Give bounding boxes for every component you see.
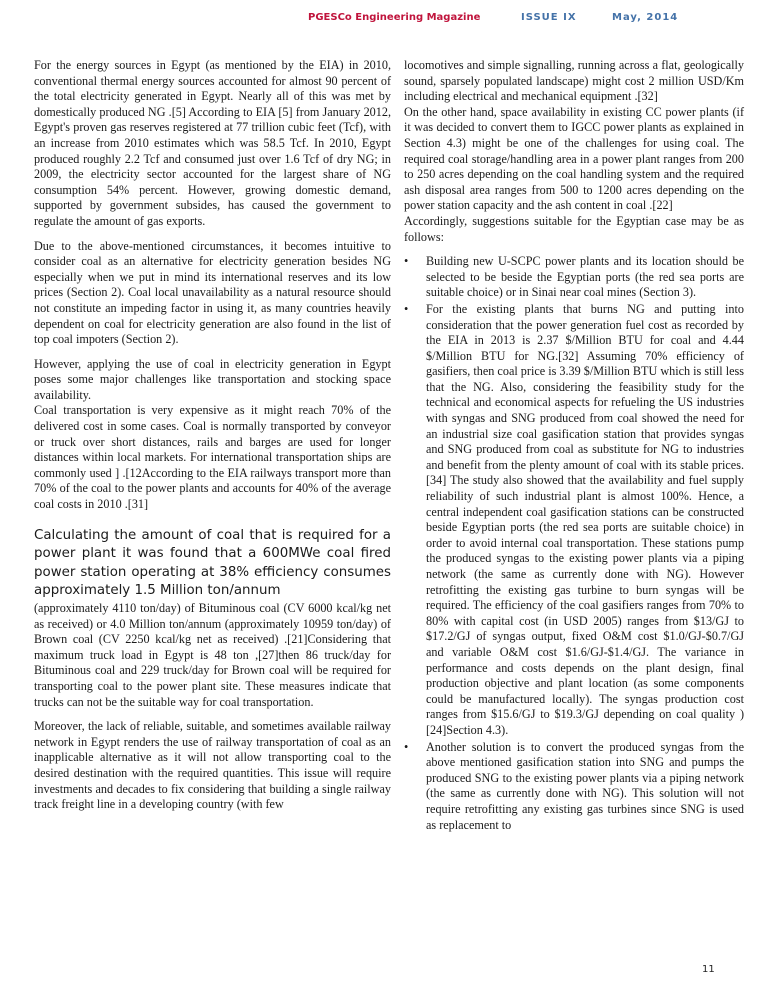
- list-item: [404, 301, 744, 739]
- issue-date: May, 2014: [612, 12, 679, 23]
- bullet-icon: •: [404, 301, 409, 316]
- paragraph-railway-cont: locomotives and simple signalling, running across a flat, geologically sound, sparsely populated landscape) might cost 2 million USD/Km including electrical and mechanical equipment .[32]: [404, 58, 744, 104]
- issue-label: ISSUE IX: [521, 12, 577, 23]
- paragraph-energy-sources: For the energy sources in Egypt (as mentioned by the EIA) in 2010, conventional thermal energy sources accounted for almost 90 percent of the total electricity generated in Egypt. Nearly all of this was met by domestically produced NG .[5] According to EIA [5] from January 2012, Egypt's proven gas reserves registered at 77 trillion cubic feet (Tcf), with an increase from 2010 estimates which was 58.5 Tcf. In 2010, Egypt produced roughly 2.2 Tcf and consumed just over 1.6 Tcf of dry NG; in 2009, the electricity sector accounted for the largest share of NG consumption 54% percent. However, growing domestic demand, supported by government subsides, has caused the government to regulate the amount of gas exports.: [34, 58, 391, 228]
- page-number: 11: [702, 964, 715, 975]
- paragraph-railway: Moreover, the lack of reliable, suitable, and sometimes available railway network in Egypt renders the use of railway transportation of coal as an inapplicable alternative as it will not allow transporting coal to the desired destination with the required quantities. This issue will require investments and decades to fix considering that building a single railway track freight line in a developing country (with few: [34, 719, 391, 812]
- paragraph-suggestions-intro: Accordingly, suggestions suitable for the Egyptian case may be as follows:: [404, 213, 744, 244]
- list-item-text: For the existing plants that burns NG and putting into consideration that the power generation fuel cost as recorded by the EIA in 2013 is 2.37 $/Million BTU for coal and 4.44 $/Million BTU for NG.[32] Assuming 70% efficiency of gasifiers, then coal price is 3.39 $/Million BTU which is still less that the NG. Also, considering the feasibility study for the technical and economical aspects for refueling the US industries with syngas and SNG produced from coal showed the need for an industrial size coal gasification station that provides syngas and SNG produced from coal as substitute for NG to industries and benefit from the plenty amount of coal with its stable prices.[34] The study also showed that the availability and fuel supply reliability of such industrial plant is almost 100%. Hence, a central independent coal gasification stations can be constructed beside Egyptian ports (the red sea ports are suitable choice) in order to avoid internal coal transportation. These stations pump the produced syngas to the existing power plants via a piping network (the same as currently done with NG). However retrofitting the existing gas turbine to burn syngas will be required. The efficiency of the coal gasifiers ranges from 70% to 80% with capital cost (in USD 2005) ranges from $13/GJ to $17.2/GJ of syngas output, fixed O&M cost $1.0/GJ-$0.7/GJ and variable O&M cost $1.6/GJ-$1.4/GJ. The variance in performance and costs depends on the plant design, final production objective and plant location (as some components could be manufactured locally). The syngas production cost ranges from $15.6/GJ to $19.3/GJ depending on coal quality ) [24]Section 4.3).: [426, 301, 744, 737]
- bullet-icon: •: [404, 254, 409, 269]
- right-column: [404, 58, 744, 834]
- left-column: [34, 58, 391, 813]
- list-item-text: Another solution is to convert the produced syngas from the above mentioned gasification station into SNG and pumps the produced SNG to the existing power plants via a piping network (the same as currently done with NG). This solution will not require retrofitting any existing gas turbines since SNG is used as replacement to: [426, 739, 744, 832]
- magazine-title: PGESCo Engineering Magazine: [308, 12, 481, 23]
- paragraph-space-availability: On the other hand, space availability in existing CC power plants (if it was decided to convert them to IGCC power plants as explained in Section 4.3) might be one of the challenges for using coal. The required coal storage/handling area in a power plant ranges from 200 to 250 acres depending on the coal handling system and the required ash disposal area ranges from 500 to 1200 acres depending on the power station capacity and the ash content in coal .[22]: [404, 104, 744, 213]
- paragraph-coal-transportation: Coal transportation is very expensive as it might reach 70% of the delivered cost in some cases. Coal is normally transported by conveyor or truck over short distances, rails and barges are used for longer distances within local markets. For international transportation ships are commonly used ] .[12According to the EIA railways transport more than 70% of the coal to the power plants and accounts for 40% of the average coal costs in 2010 .[31]: [34, 403, 391, 512]
- paragraph-coal-amount-lead: Calculating the amount of coal that is required for a power plant it was found that a 600MWe coal fired power station operating at 38% efficiency consumes approximately 1.5 Million ton/annum: [34, 527, 391, 599]
- list-item-text: Building new U-SCPC power plants and its location should be selected to be beside the Egyptian ports (the red sea ports are suitable choice) or in Sinai near coal mines (Section 3).: [426, 254, 744, 300]
- list-item: [404, 254, 744, 301]
- paragraph-coal-alternative: Due to the above-mentioned circumstances, it becomes intuitive to consider coal as an alternative for electricity generation besides NG especially when we put in mind its international reserves and its low prices (Section 2). Coal local unavailability as a natural resource should not constitute an impeding factor in using it, as many countries heavily dependent on coal for electricity generation are also found in the list of top coal impoters (Section 2).: [34, 238, 391, 347]
- paragraph-challenges: However, applying the use of coal in electricity generation in Egypt poses some major challenges like transportation and stocking space availability.: [34, 356, 391, 402]
- bullet-icon: •: [404, 739, 409, 754]
- list-item: [404, 739, 744, 834]
- page-header: [0, 12, 772, 30]
- suggestions-list: [404, 254, 744, 833]
- paragraph-coal-amount: (approximately 4110 ton/day) of Bituminous coal (CV 6000 kcal/kg net as received) or 4.0 Million ton/annum (approximately 10959 ton/day) of Brown coal (CV 2250 kcal/kg net as received) .[21]Considering that maximum truck load in Egypt is 48 ton ,[27]then 86 truck/day for Bituminous coal and 229 truck/day for Brown coal will be required for transporting coal to the power plant site. These measures indicate that trucks can not be the suitable way for coal transportation.: [34, 601, 391, 709]
